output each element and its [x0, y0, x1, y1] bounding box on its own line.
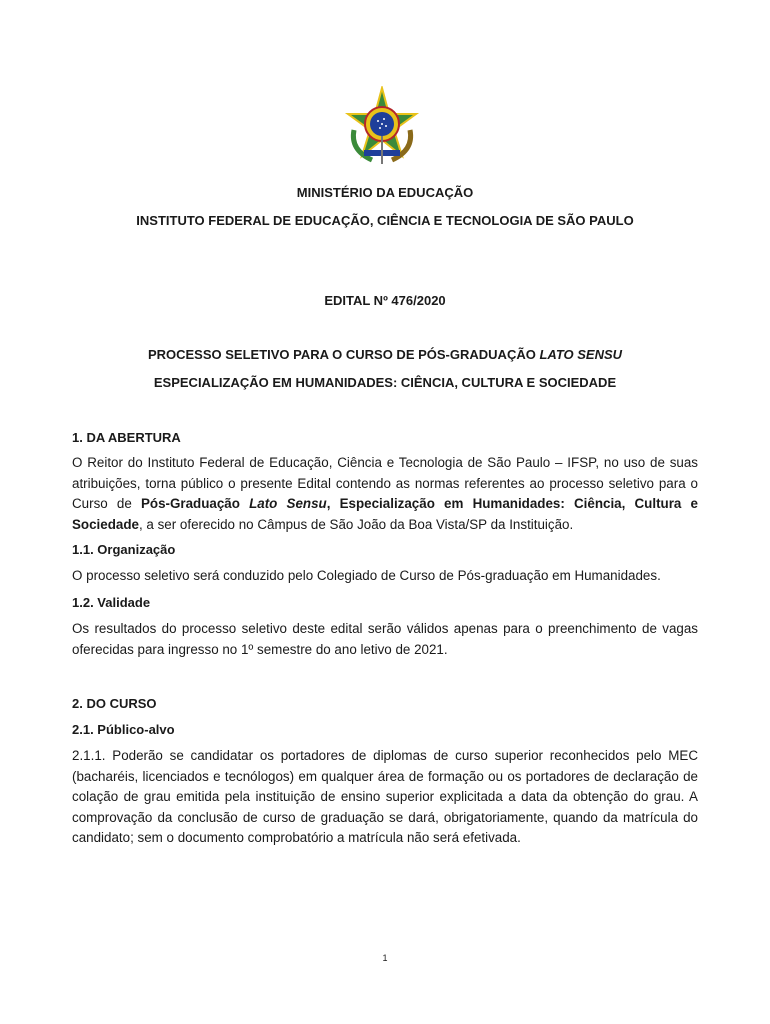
- title-prefix: PROCESSO SELETIVO PARA O CURSO DE PÓS-GRADUAÇÃO: [147, 347, 540, 362]
- title-italic: LATO SENSU: [539, 347, 623, 362]
- subsection-1-2-heading: 1.2. Validade: [72, 595, 151, 610]
- ministry-heading: MINISTÉRIO DA EDUCAÇÃO: [296, 185, 474, 200]
- section-2-heading: 2. DO CURSO: [72, 696, 157, 711]
- section-1-paragraph: [72, 453, 698, 535]
- institute-heading: INSTITUTO FEDERAL DE EDUCAÇÃO, CIÊNCIA E TECNOLOGIA DE SÃO PAULO: [136, 213, 634, 228]
- para-text-c: , a ser oferecido no Câmpus de São João da Boa Vista/SP da Instituição.: [138, 516, 574, 532]
- title-line-1: [72, 347, 698, 362]
- title-line-2: ESPECIALIZAÇÃO EM HUMANIDADES: CIÊNCIA, CULTURA E SOCIEDADE: [153, 375, 617, 390]
- edital-number: EDITAL Nº 476/2020: [324, 293, 446, 308]
- para-text-a: O Reitor do Instituto Federal de Educação, Ciência e Tecnologia de São Paulo – IFSP, no uso de suas atribuições, torna público o presente Edital contendo as normas referentes ao processo seletivo para o Curso de: [72, 455, 698, 511]
- subsection-1-2-text: Os resultados do processo seletivo deste edital serão válidos apenas para o preenchimento de vagas oferecidas para ingresso no 1º semestre do ano letivo de 2021.: [72, 621, 698, 657]
- subsection-2-1-heading: 2.1. Público-alvo: [72, 722, 175, 737]
- subsection-1-1-heading: 1.1. Organização: [72, 542, 176, 557]
- para-bold-1: Pós-Graduação: [140, 496, 250, 511]
- section-1-heading: 1. DA ABERTURA: [72, 430, 181, 445]
- subsection-1-1-text: O processo seletivo será conduzido pelo Colegiado de Curso de Pós-graduação em Humanidades.: [72, 568, 661, 583]
- page-number: 1: [382, 953, 388, 963]
- subsection-2-1-text: 2.1.1. Poderão se candidatar os portadores de diplomas de curso superior reconhecidos pelo MEC (bacharéis, licenciados e tecnólogos) em qualquer área de formação ou os portadores de declaração de colação de grau emitida pela instituição de ensino superior explicitada a data da obtenção do grau. A comprovação da conclusão de curso de graduação se dará, obrigatoriamente, quando da matrícula do candidato; sem o documento comprobatório a matrícula não será efetivada.: [72, 748, 698, 845]
- para-bold-2: , Especialização em Humanidades: Ciência, Cultura e Sociedade: [72, 496, 698, 532]
- brazil-coat-of-arms-icon: [342, 86, 422, 166]
- para-bold-italic: Lato Sensu: [249, 496, 327, 511]
